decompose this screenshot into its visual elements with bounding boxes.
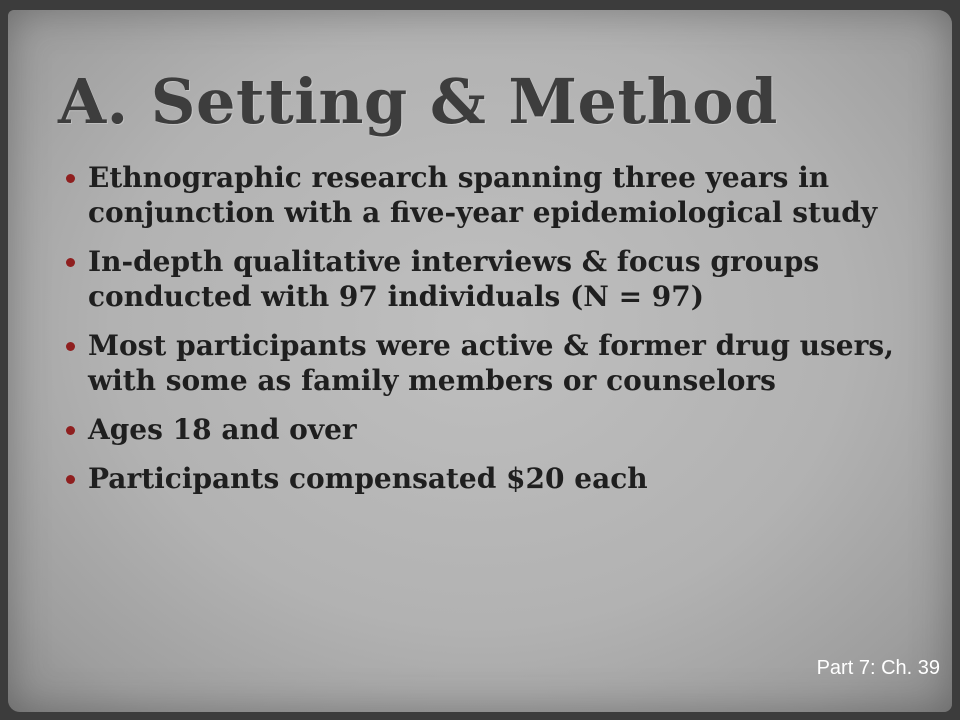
bullet-text: Ethnographic research spanning three years in conjunction with a five-year epidemiological study — [88, 161, 878, 229]
bullet-list — [66, 160, 914, 510]
bullet-dot-icon — [66, 174, 75, 183]
bullet-dot-icon — [66, 426, 75, 435]
bullet-item — [66, 461, 914, 496]
slide-title: A. Setting & Method — [58, 65, 778, 138]
bullet-text: Most participants were active & former drug users, with some as family members or counselors — [88, 329, 894, 397]
bullet-item — [66, 244, 914, 314]
bullet-text: Ages 18 and over — [88, 413, 357, 446]
bullet-item — [66, 328, 914, 398]
bullet-text: Participants compensated $20 each — [88, 462, 648, 495]
bullet-text: In-depth qualitative interviews & focus groups conducted with 97 individuals (N = 97) — [88, 245, 820, 313]
bullet-dot-icon — [66, 258, 75, 267]
bullet-dot-icon — [66, 475, 75, 484]
bullet-dot-icon — [66, 342, 75, 351]
bullet-item — [66, 160, 914, 230]
bullet-item — [66, 412, 914, 447]
slide-footer: Part 7: Ch. 39 — [816, 657, 940, 679]
